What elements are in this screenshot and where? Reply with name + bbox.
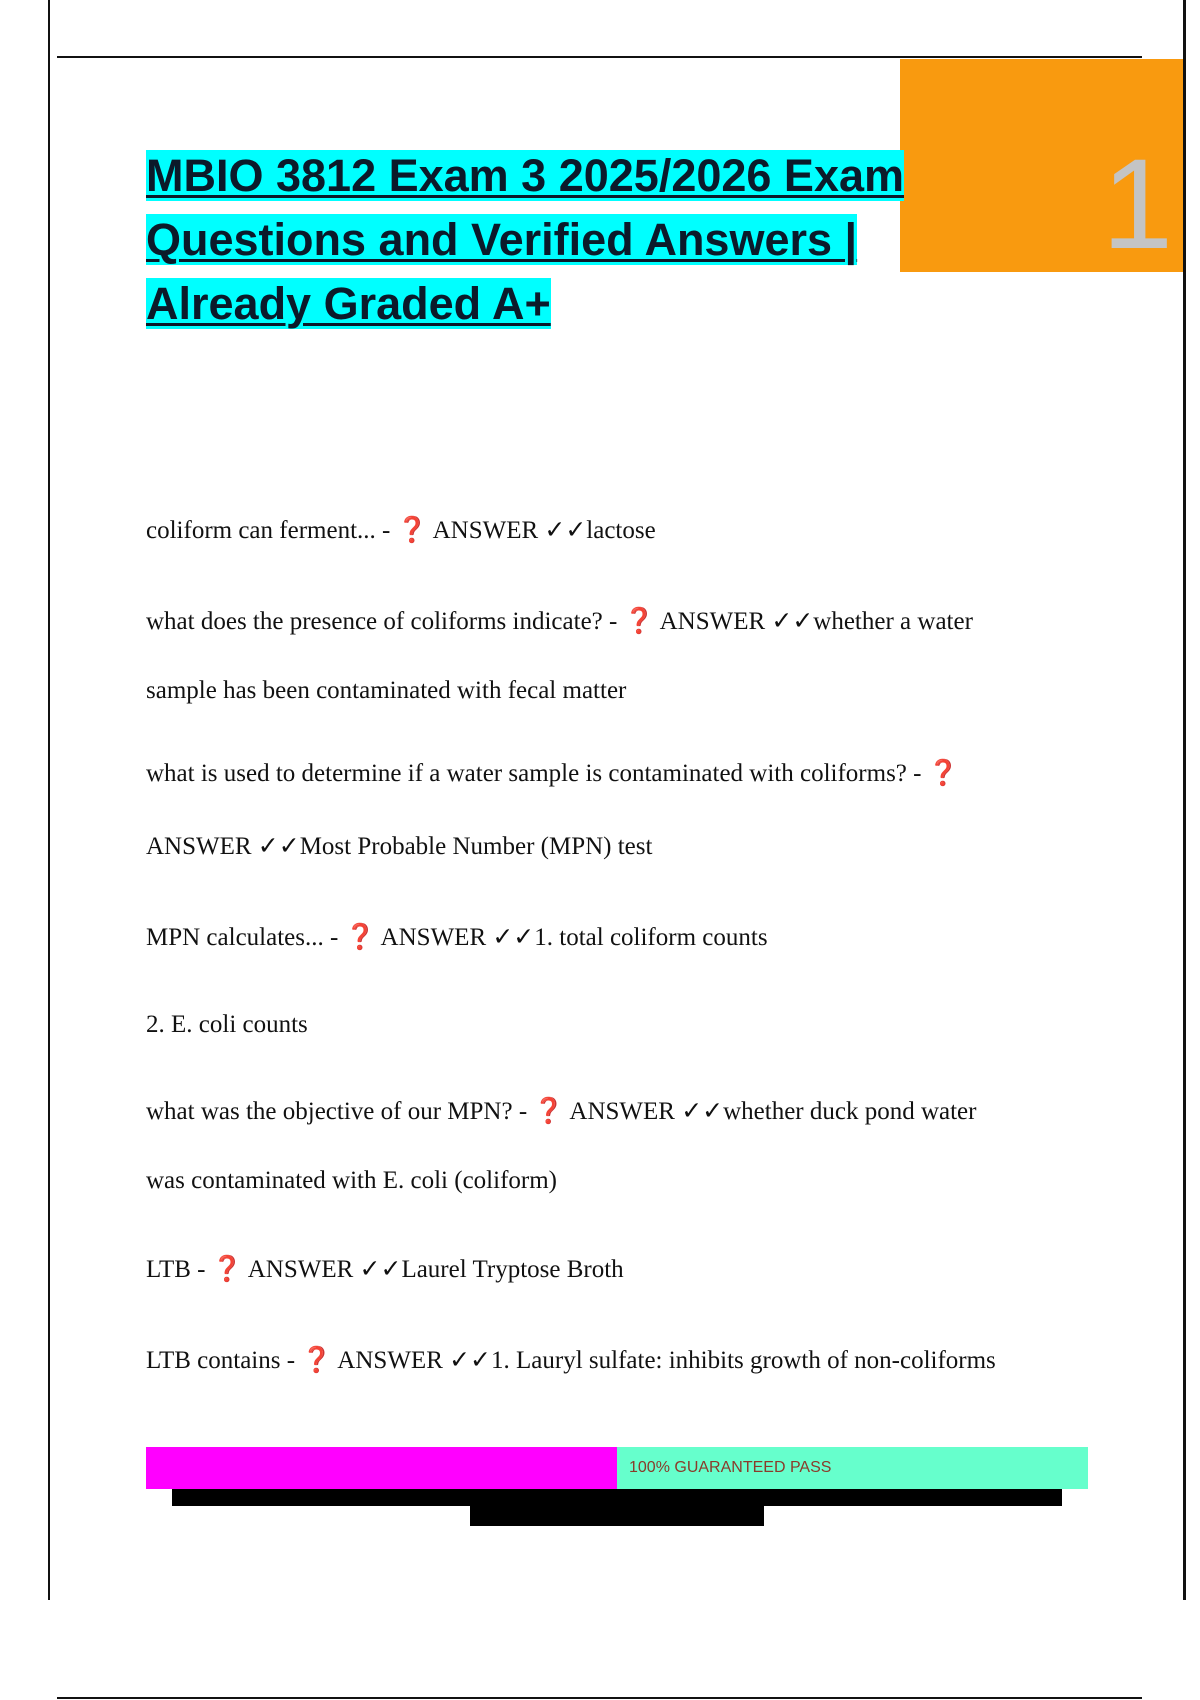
qa-line: ANSWER ✓✓Most Probable Number (MPN) test xyxy=(146,833,653,860)
title-line-2: Questions and Verified Answers | xyxy=(146,214,858,265)
qa-line: LTB contains - ❓ ANSWER ✓✓1. Lauryl sulfate: inhibits growth of non-coliforms xyxy=(146,1347,996,1374)
page-border-left xyxy=(48,0,50,1600)
footer-banner-magenta xyxy=(146,1447,617,1489)
footer-banner xyxy=(146,1447,1088,1489)
bottom-rule xyxy=(57,1697,1142,1699)
title-line-3: Already Graded A+ xyxy=(146,278,551,329)
footer-black-block xyxy=(470,1504,764,1526)
title-line-1: MBIO 3812 Exam 3 2025/2026 Exam xyxy=(146,150,905,201)
qa-line: what does the presence of coliforms indicate? - ❓ ANSWER ✓✓whether a water xyxy=(146,608,973,635)
qa-line: what was the objective of our MPN? - ❓ ANSWER ✓✓whether duck pond water xyxy=(146,1098,977,1125)
qa-line: LTB - ❓ ANSWER ✓✓Laurel Tryptose Broth xyxy=(146,1256,624,1283)
qa-line: 2. E. coli counts xyxy=(146,1011,308,1038)
header-rule xyxy=(57,56,1142,58)
qa-line: MPN calculates... - ❓ ANSWER ✓✓1. total coliform counts xyxy=(146,924,768,951)
qa-line: what is used to determine if a water sample is contaminated with coliforms? - ❓ xyxy=(146,760,959,787)
qa-line: coliform can ferment... - ❓ ANSWER ✓✓lactose xyxy=(146,517,656,544)
qa-line: sample has been contaminated with fecal matter xyxy=(146,677,627,704)
qa-line: was contaminated with E. coli (coliform) xyxy=(146,1167,557,1194)
page-number: 1 xyxy=(1101,133,1173,276)
footer-banner-text: 100% GUARANTEED PASS xyxy=(617,1447,1088,1489)
document-title xyxy=(146,144,996,336)
page-border-right xyxy=(1183,0,1186,1600)
